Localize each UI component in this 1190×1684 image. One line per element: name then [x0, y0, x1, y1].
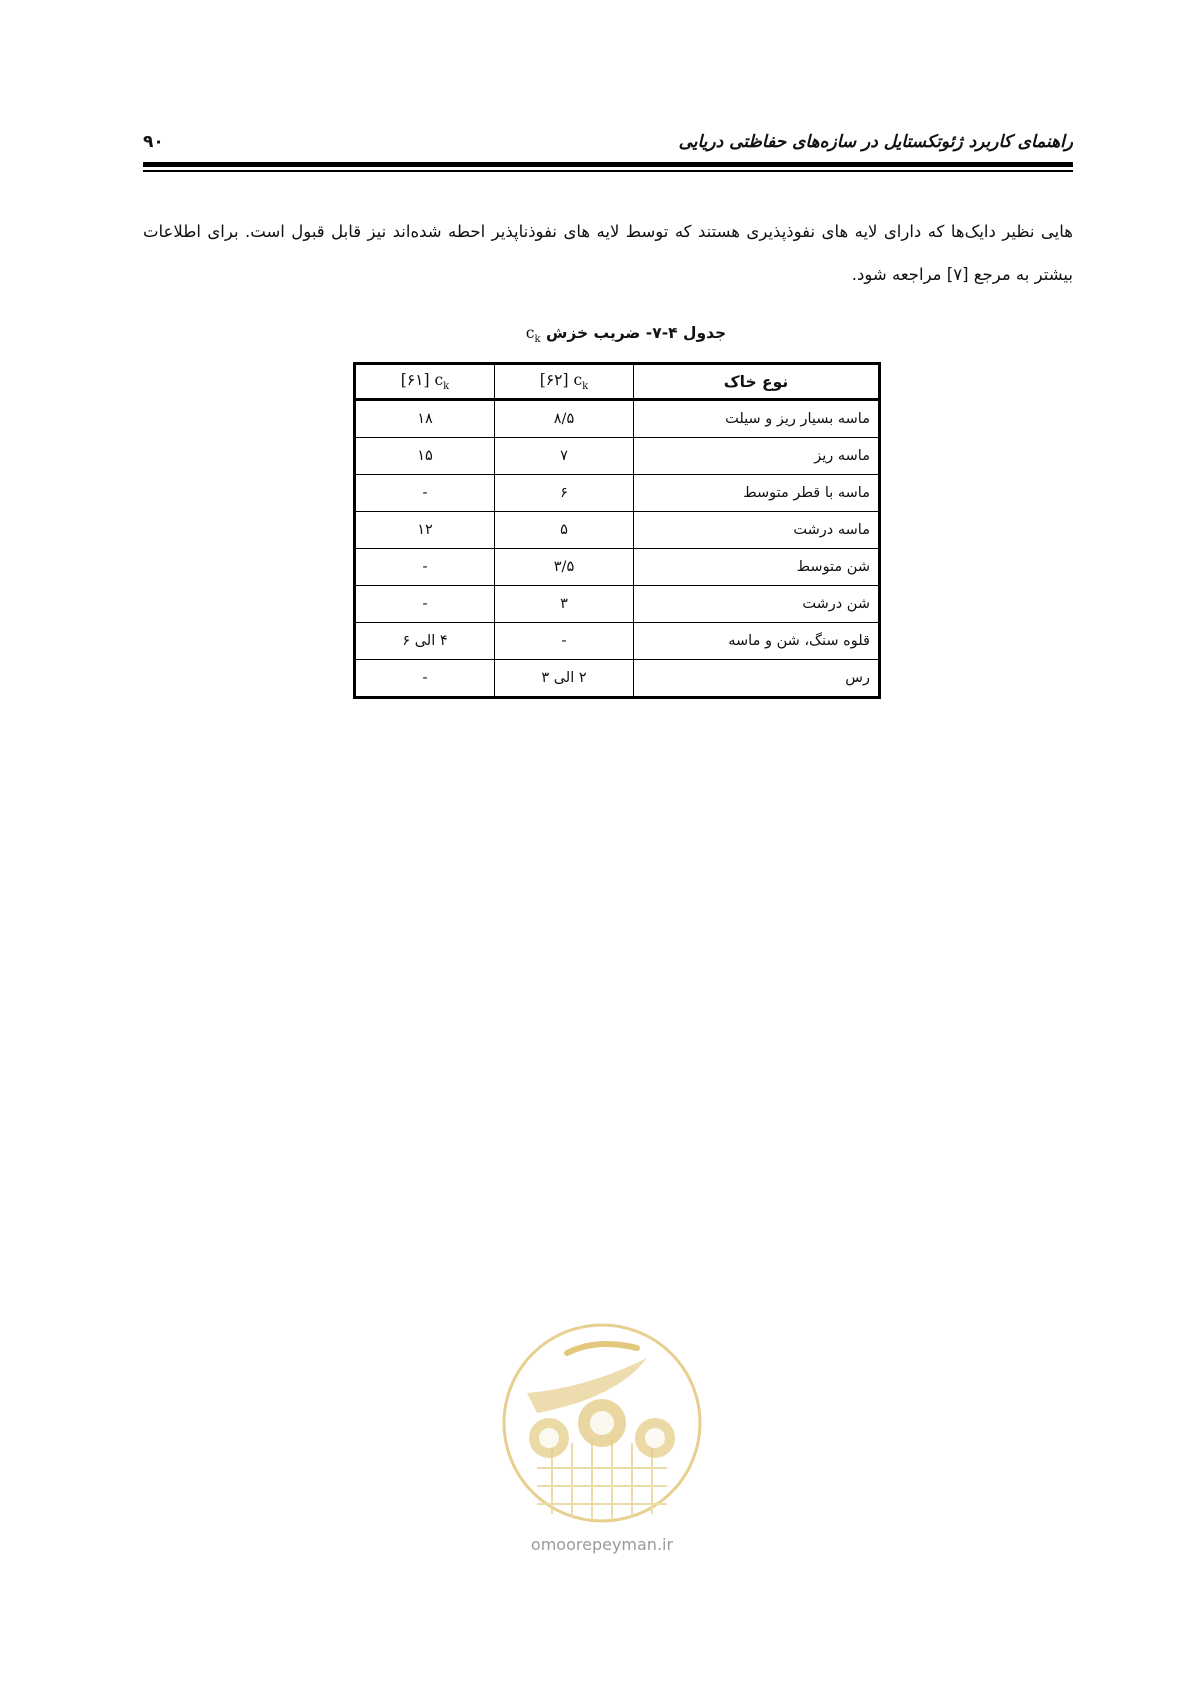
page-number: ۹۰ [143, 132, 164, 152]
cell-soil-type: رس [634, 660, 880, 698]
table-row [355, 623, 880, 660]
table-header-row [355, 364, 880, 400]
cell-soil-type: شن درشت [634, 586, 880, 623]
table-row [355, 400, 880, 438]
table-row [355, 549, 880, 586]
header-rule-thick [143, 162, 1073, 167]
cell-ck-61: - [355, 475, 495, 512]
cell-soil-type: ماسه با قطر متوسط [634, 475, 880, 512]
table-caption-symbol: $c_k$ [525, 324, 541, 346]
cell-soil-type: ماسه بسیار ریز و سیلت [634, 400, 880, 438]
cell-ck-62: ۲ الی ۳ [495, 660, 634, 698]
cell-ck-62: ۵ [495, 512, 634, 549]
table-row [355, 660, 880, 698]
cell-ck-61: ۱۵ [355, 438, 495, 475]
cell-ck-62: ۳/۵ [495, 549, 634, 586]
table-caption [353, 324, 893, 345]
cell-soil-type: قلوه سنگ، شن و ماسه [634, 623, 880, 660]
table-row [355, 586, 880, 623]
cell-ck-62: ۶ [495, 475, 634, 512]
watermark-site: omoorepeyman.ir [530, 1535, 674, 1554]
cell-ck-62: ۸/۵ [495, 400, 634, 438]
cell-ck-62: - [495, 623, 634, 660]
creep-coefficient-table [353, 362, 881, 699]
table-row [355, 438, 880, 475]
cell-ck-61: ۱۲ [355, 512, 495, 549]
watermark-logo [497, 1318, 707, 1528]
cell-ck-61: - [355, 549, 495, 586]
cell-ck-61: - [355, 586, 495, 623]
cell-soil-type: ماسه ریز [634, 438, 880, 475]
cell-ck-62: ۳ [495, 586, 634, 623]
cell-ck-61: ۱۸ [355, 400, 495, 438]
table-caption-label: جدول ۴-۷- ضریب خزش [545, 324, 727, 342]
header-ck-ref-62: [۶۲] $c_k$ [495, 364, 634, 400]
table-row [355, 512, 880, 549]
cell-soil-type: شن متوسط [634, 549, 880, 586]
cell-ck-61: ۴ الی ۶ [355, 623, 495, 660]
body-paragraph: هایی نظیر دایک‌ها که دارای لایه های نفوذپذیری هستند که توسط لایه های نفوذناپذیر احطه شده‌اند نیز قابل قبول است. برای اطلاعات بیشتر به مرجع [۷] مراجعه شود. [143, 222, 1073, 284]
header-ck-ref-61: [۶۱] $c_k$ [355, 364, 495, 400]
page-header [143, 124, 1073, 168]
header-rule-thin [143, 170, 1073, 172]
body-text [143, 210, 1073, 296]
cell-ck-62: ۷ [495, 438, 634, 475]
running-title: راهنمای کاربرد ژئوتکستایل در سازه‌های حفاظتی دریایی [678, 132, 1073, 152]
cell-soil-type: ماسه درشت [634, 512, 880, 549]
header-soil-type: نوع خاک [634, 364, 880, 400]
cell-ck-61: - [355, 660, 495, 698]
table-row [355, 475, 880, 512]
table-body [355, 400, 880, 698]
